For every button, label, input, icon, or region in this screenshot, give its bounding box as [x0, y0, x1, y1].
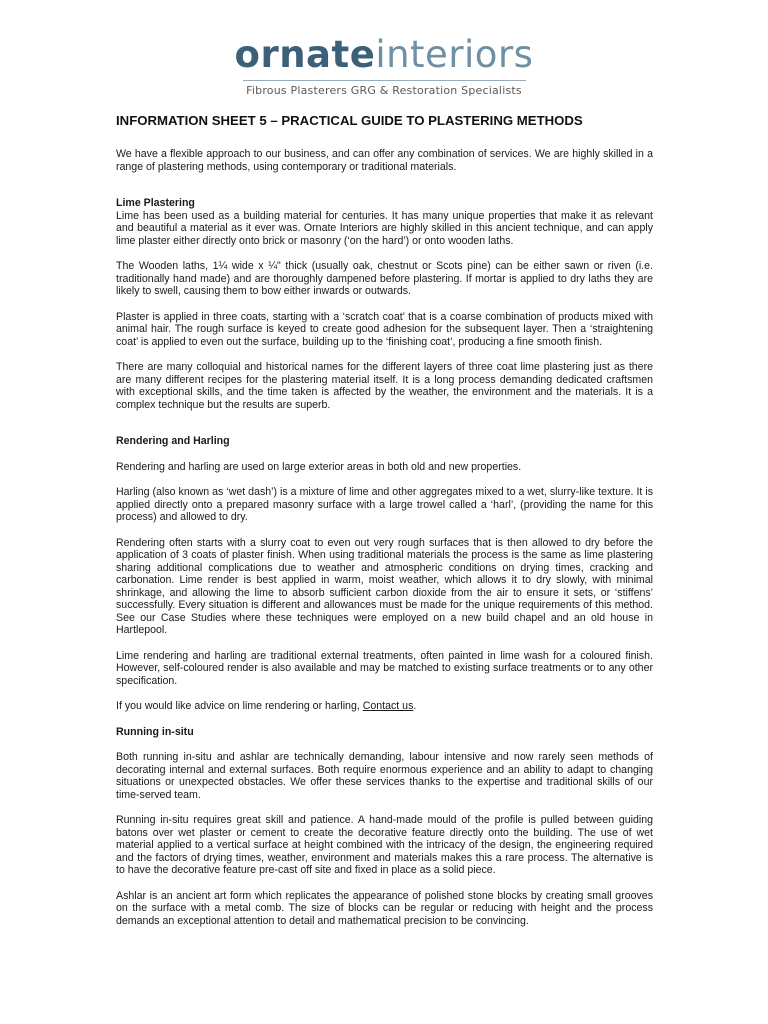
- rendering-paragraph-3: Rendering often starts with a slurry coat to even out very rough surfaces that is then allowed to dry before the application of 3 coats of plaster finish. When using traditional materials the process is the same as lime plastering sharing additional complications due to weather and atmospheric conditions on drying times, cracking and carbonation. Lime render is best applied in warm, moist weather, which allows it to dry slowly, with minimal shrinkage, and allowing the lime to absorb sufficient carbon dioxide from the air to ensure it sets, or ‘stiffens’ successfully. Every situation is different and allowances must be made for the unique requirements of this method. See our Case Studies where these techniques were employed on a new build chapel and an old house in Hartlepool.: [116, 536, 653, 636]
- rendering-paragraph-4: Lime rendering and harling are traditional external treatments, often painted in lime wash for a coloured finish. However, self-coloured render is also available and may be matched to existing surface treatments or to any other specification.: [116, 649, 653, 687]
- page-title: INFORMATION SHEET 5 – PRACTICAL GUIDE TO PLASTERING METHODS: [116, 113, 583, 128]
- lime-paragraph-3: Plaster is applied in three coats, starting with a ‘scratch coat’ that is a coarse combination of products mixed with animal hair. The rough surface is keyed to create good adhesion for the subsequent layer. Then a ‘straightening coat’ is applied to even out the surface, building up to the ‘finishing coat’, producing a fine smooth finish.: [116, 310, 653, 348]
- document-body: [116, 113, 653, 927]
- insitu-paragraph-3: Ashlar is an ancient art form which replicates the appearance of polished stone blocks by creating small grooves on the surface with a metal comb. The size of blocks can be regular or reducing with height and the process demands an exceptional attention to detail and mathematical precision to be convincing.: [116, 889, 653, 927]
- section-heading-insitu: Running in-situ: [116, 725, 194, 738]
- insitu-paragraph-1: Both running in-situ and ashlar are technically demanding, labour intensive and now rarely seen methods of decorating internal and external surfaces. Both require enormous experience and an ability to adapt to changing situations or unexpected obstacles. We offer these services thanks to the expertise and traditional skills of our time-served team.: [116, 751, 653, 801]
- company-logo: [0, 33, 768, 97]
- logo-name-light: interiors: [375, 33, 534, 76]
- lime-paragraph-4: There are many colloquial and historical names for the different layers of three coat lime plastering just as there are many different recipes for the plastering material itself. It is a long process demanding dedicated craftsmen with exceptional skills, and the time taken is affected by the weather, the environment and the materials. It is a complex technique but the results are superb.: [116, 361, 653, 411]
- contact-suffix: .: [413, 700, 417, 712]
- section-heading-lime: Lime Plastering: [116, 197, 195, 209]
- rendering-paragraph-1: Rendering and harling are used on large exterior areas in both old and new properties.: [116, 460, 522, 473]
- lime-paragraph-1: Lime has been used as a building material for centuries. It has many unique properties that make it as relevant and beautiful a material as it ever was. Ornate Interiors are highly skilled in this ancient technique, and can apply lime plaster either directly onto brick or masonry (‘on the hard’) or onto wooden laths.: [116, 209, 653, 247]
- rendering-contact-line: [116, 700, 653, 713]
- logo-divider: [243, 80, 526, 81]
- contact-us-link[interactable]: Contact us: [362, 700, 414, 712]
- logo-tagline: Fibrous Plasterers GRG & Restoration Specialists: [246, 84, 522, 97]
- lime-paragraph-2: The Wooden laths, 1¼ wide x ¼" thick (usually oak, chestnut or Scots pine) can be either sawn or riven (i.e. traditionally hand made) and are thoroughly dampened before plastering. If mortar is applied to dry laths they are likely to swell, causing them to bow either inwards or outwards.: [116, 260, 653, 297]
- rendering-paragraph-2: Harling (also known as ‘wet dash’) is a mixture of lime and other aggregates mixed to a wet, slurry-like texture. It is applied directly onto a prepared masonry surface with a large trowel called a ‘harl’, (providing the name for this process) and allowed to dry.: [116, 486, 653, 523]
- insitu-paragraph-2: Running in-situ requires great skill and patience. A hand-made mould of the profile is pulled between guiding batons over wet plaster or cement to create the decorative feature directly onto the building. The use of wet material applied to a vertical surface at height combined with the intricacy of the design, the engineering required and the factors of drying times, weather, environment and materials makes this a rare process. The alternative is to have the decorative feature pre-cast off site and fixed in place as a solid piece.: [116, 814, 653, 876]
- contact-prefix: If you would like advice on lime rendering or harling,: [116, 700, 363, 712]
- intro-paragraph: We have a flexible approach to our business, and can offer any combination of services. We are highly skilled in a range of plastering methods, using contemporary or traditional materials.: [116, 148, 653, 173]
- section-heading-rendering: Rendering and Harling: [116, 435, 230, 447]
- logo-name-bold: ornate: [234, 33, 376, 76]
- logo-wordmark: [0, 33, 768, 76]
